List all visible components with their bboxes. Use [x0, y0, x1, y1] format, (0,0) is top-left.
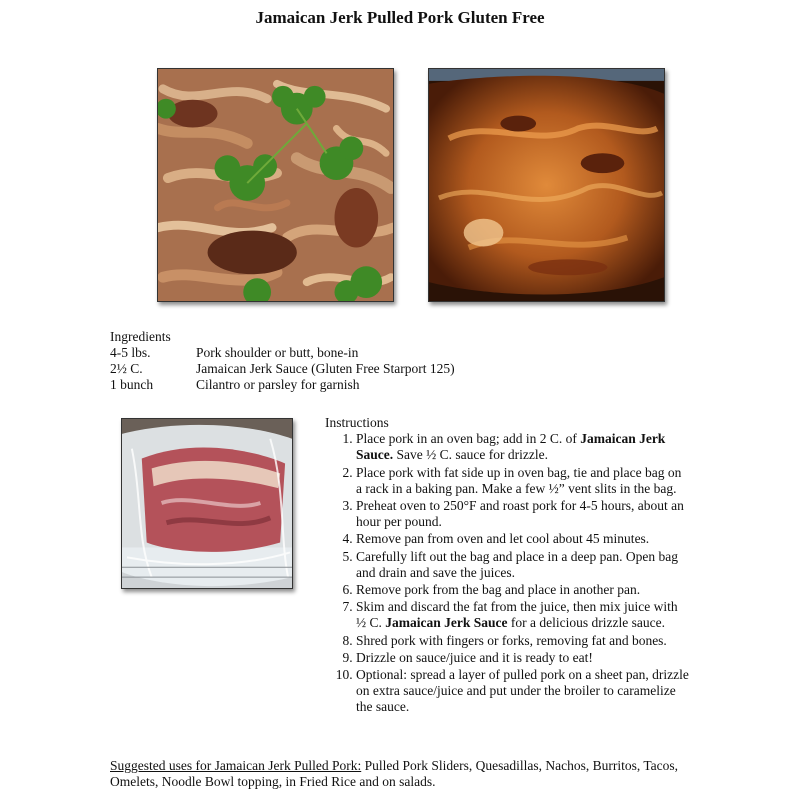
instruction-step	[356, 599, 690, 631]
step-text: Skim and discard the fat from the juice, then mix juice with ½ C.	[356, 599, 678, 631]
step-text: Shred pork with fingers or forks, removing fat and bones.	[356, 632, 667, 648]
step-text: Place pork with fat side up in oven bag, tie and place bag on a rack in a baking pan. Make a few ½” vent slits in the bag.	[356, 464, 682, 496]
step-text: Remove pork from the bag and place in another pan.	[356, 582, 641, 598]
ingredients-section	[110, 329, 455, 393]
pulled-pork-with-cilantro-photo	[157, 68, 394, 302]
instruction-step	[356, 531, 690, 547]
ingredient-item: Cilantro or parsley for garnish	[196, 377, 360, 392]
pork-in-oven-bag-photo	[121, 418, 293, 589]
ingredient-quantity: 2½ C.	[110, 361, 143, 376]
ingredient-item: Pork shoulder or butt, bone-in	[196, 345, 359, 360]
step-text: Remove pan from oven and let cool about 45 minutes.	[356, 531, 650, 547]
suggested-uses-label: Suggested uses for Jamaican Jerk Pulled Pork:	[110, 758, 362, 773]
ingredients-heading: Ingredients	[110, 329, 171, 344]
step-text: Preheat oven to 250°F and roast pork for 4-5 hours, about an hour per pound.	[356, 498, 684, 530]
instruction-step	[356, 431, 690, 463]
instruction-step	[356, 633, 690, 649]
step-bold-text: Jamaican Jerk Sauce.	[356, 431, 666, 463]
step-text: Save ½ C. sauce for drizzle.	[393, 447, 548, 463]
step-text: for a delicious drizzle sauce.	[507, 615, 665, 631]
suggested-uses-text: Pulled Pork Sliders, Quesadillas, Nachos, Burritos, Tacos, Omelets, Noodle Bowl topping, in Fried Rice and on salads.	[110, 758, 678, 790]
ingredient-row	[110, 345, 455, 361]
instruction-step	[356, 582, 690, 598]
instruction-step	[356, 667, 690, 716]
instruction-step	[356, 465, 690, 497]
ingredient-quantity: 1 bunch	[110, 377, 154, 392]
instruction-step	[356, 498, 690, 530]
ingredient-item: Jamaican Jerk Sauce (Gluten Free Starport 125)	[196, 361, 455, 376]
step-text: Drizzle on sauce/juice and it is ready to eat!	[356, 649, 593, 665]
instructions-heading: Instructions	[325, 415, 389, 430]
step-bold-text: Jamaican Jerk Sauce	[385, 615, 508, 631]
page-title: Jamaican Jerk Pulled Pork Gluten Free	[255, 8, 545, 27]
ingredient-row	[110, 361, 455, 377]
step-text: Optional: spread a layer of pulled pork on a sheet pan, drizzle on extra sauce/juice and put under the broiler to caramelize the sauce.	[356, 667, 689, 715]
instruction-step	[356, 650, 690, 666]
instructions-section	[325, 415, 690, 717]
roasted-pork-shoulder-photo	[428, 68, 665, 302]
instructions-list	[325, 431, 690, 715]
step-text: Carefully lift out the bag and place in a deep pan. Open bag and drain and save the juices.	[356, 548, 679, 580]
ingredient-row	[110, 377, 455, 393]
suggested-uses	[110, 758, 700, 790]
instruction-step	[356, 549, 690, 581]
step-text: Place pork in an oven bag; add in 2 C. of	[356, 431, 581, 447]
ingredient-quantity: 4-5 lbs.	[110, 345, 151, 360]
